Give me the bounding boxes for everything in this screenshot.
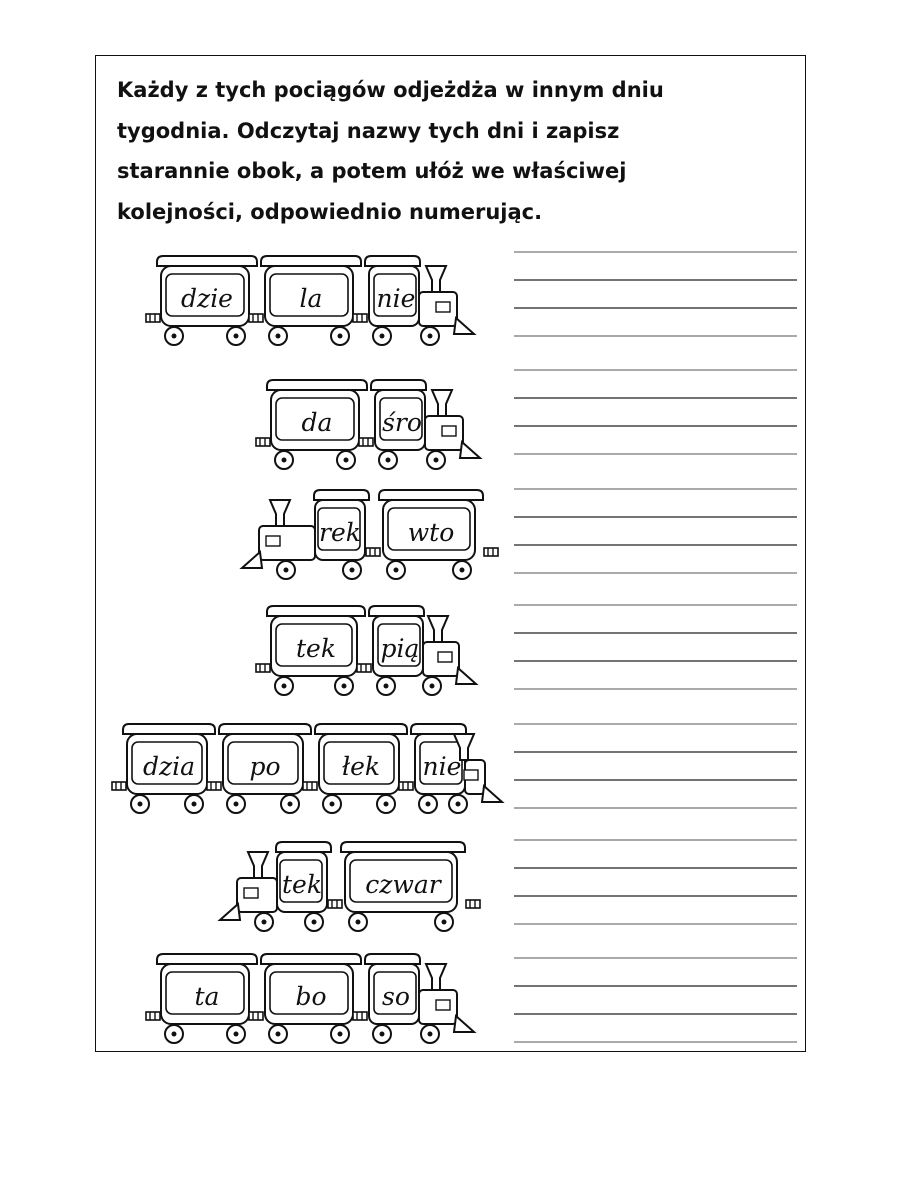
train-6 [220,842,480,931]
syllable-label: łek [341,752,381,781]
syllable-label: nie [422,752,462,781]
syllable-label: da [301,408,333,437]
train-2 [256,380,480,469]
syllable-label: bo [295,982,327,1011]
writing-lines[interactable] [514,370,797,454]
train-locomotive [365,954,474,1043]
syllable-label: dzie [181,284,233,313]
train-locomotive [371,380,480,469]
train-car [157,954,257,1043]
train-car [379,490,483,579]
syllable-label: po [249,752,281,781]
syllable-label: pią [380,634,420,663]
train-locomotive [365,256,474,345]
train-car [315,724,407,813]
train-car [267,606,365,695]
train-1 [146,256,474,345]
writing-lines[interactable] [514,840,797,924]
train-locomotive [242,490,369,579]
train-locomotive [369,606,476,695]
train-car [157,256,257,345]
instruction-line-4: kolejności, odpowiednio numerując. [117,199,543,224]
syllable-label: śro [382,408,422,437]
train-3 [242,490,498,579]
syllable-label: so [382,982,410,1011]
writing-lines[interactable] [514,489,797,573]
train-7 [146,954,474,1043]
train-5 [112,724,502,813]
instruction-line-1: Każdy z tych pociągów odjeżdża w innym dniu [117,78,664,102]
train-car [341,842,465,931]
syllable-label: wto [407,518,455,547]
instruction-line-2: tygodnia. Odczytaj nazwy tych dni i zapisz [117,118,620,143]
syllable-label: tek [282,870,322,899]
writing-lines[interactable] [514,605,797,689]
writing-lines[interactable] [514,958,797,1042]
train-locomotive [411,724,502,813]
train-car [261,954,361,1043]
syllable-label: czwar [365,870,441,899]
syllable-label: la [299,284,323,313]
train-locomotive [220,842,331,931]
instruction-line-3: starannie obok, a potem ułóż we właściwej [117,159,627,183]
train-4 [256,606,476,695]
writing-lines[interactable] [514,724,797,808]
train-car [267,380,367,469]
syllable-label: nie [376,284,416,313]
train-car [261,256,361,345]
syllable-label: dzia [142,752,196,781]
train-car [219,724,311,813]
writing-lines[interactable] [514,252,797,336]
syllable-label: rek [319,518,361,547]
train-car [123,724,215,813]
syllable-label: ta [194,982,220,1011]
syllable-label: tek [296,634,336,663]
